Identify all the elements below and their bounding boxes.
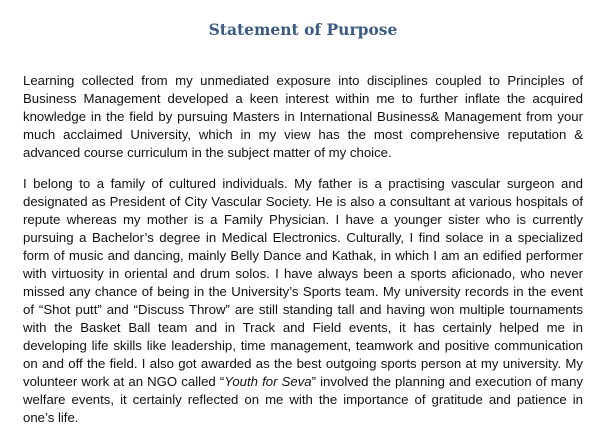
paragraph-intro: Learning collected from my unmediated exposure into disciplines coupled to Principles of Business Management developed a keen interest within me to further inflate the acquired knowledge in the field by pursuing Masters in International Business& Management from your much acclaimed University, which in my view has the most comprehensive reputation & advanced course curriculum in the subject matter of my choice. xyxy=(23,73,583,160)
ngo-name-emphasis: Youth for Seva xyxy=(224,374,312,389)
document-title: Statement of Purpose xyxy=(208,20,398,39)
paragraph-background-text-start: I belong to a family of cultured individuals. My father is a practising vascular surgeon and designated as President of City Vascular Society. He is also a consultant at various hospitals of repute whereas my mother is a Family Physician. I have a younger sister who is currently pursuing a Bachelor’s degree in Medical Electronics. Culturally, I find solace in a specialized form of music and dancing, mainly Belly Dance and Kathak, in which I am an edified performer with virtuosity in oriental and drum solos. I have always been a sports aficionado, who never missed any chance of being in the University’s Sports team. My university records in the event of “Shot putt” and “Discuss Throw” are still standing tall and having won multiple tournaments with the Basket Ball team and in Track and Field events, it has certainly helped me in developing life skills like leadership, time management, teamwork and positive communication on and off the field. I also got awarded as the best outgoing sports person at my university. My volunteer work at an NGO called “ xyxy=(23,176,583,389)
paragraph-background xyxy=(23,175,583,427)
paragraph-background-text-end: ” involved the planning and execution of many welfare events, it certainly reflected on me with the importance of gratitude and patience in one’s life. xyxy=(23,374,584,425)
